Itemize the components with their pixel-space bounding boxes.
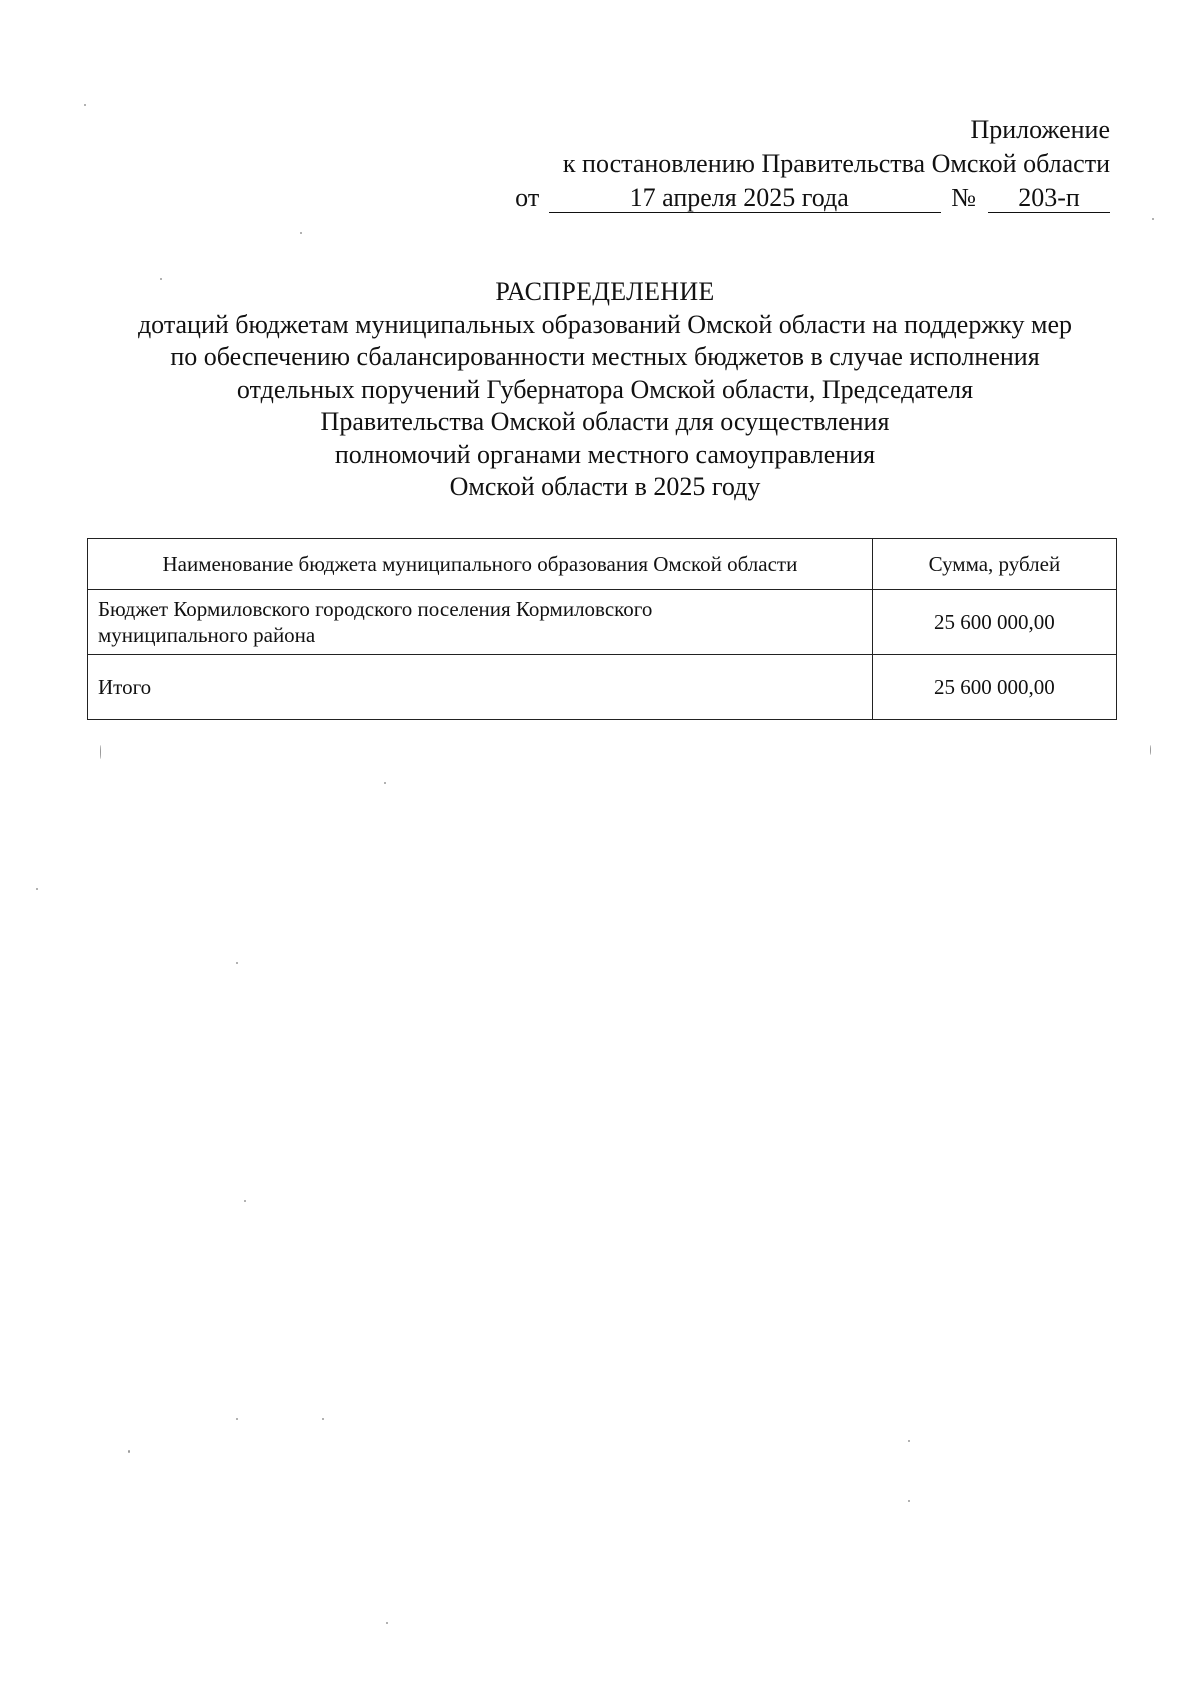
scan-speck <box>908 1440 910 1442</box>
scan-speck <box>36 888 38 890</box>
title-line-6: Омской области в 2025 году <box>449 472 761 501</box>
scan-speck <box>300 232 302 234</box>
total-amount-cell: 25 600 000,00 <box>872 655 1116 720</box>
header-amount: Сумма, рублей <box>872 539 1116 590</box>
budget-name-line-2: муниципального района <box>98 623 316 647</box>
appendix-resolution: к постановлению Правительства Омской области <box>562 149 1110 178</box>
scan-speck <box>100 745 101 759</box>
document-title <box>80 276 1130 504</box>
title-line-3: отдельных поручений Губернатора Омской области, Председателя <box>236 374 974 404</box>
title-line-5: полномочий органами местного самоуправления <box>334 439 876 469</box>
scan-speck <box>84 104 86 106</box>
appendix-date-number <box>490 181 1110 215</box>
total-label-cell: Итого <box>88 655 873 720</box>
scan-speck <box>322 1418 324 1420</box>
date-field <box>549 184 941 213</box>
title-line-1: дотаций бюджетам муниципальных образований Омской области на поддержку мер <box>137 309 1073 339</box>
scan-speck <box>236 962 238 964</box>
appendix-header <box>490 113 1110 215</box>
scan-speck <box>908 1500 910 1502</box>
scan-speck <box>384 782 386 784</box>
number-field <box>988 184 1110 213</box>
table-header-row <box>88 539 1117 590</box>
number-value: 203-п <box>1018 183 1080 212</box>
appendix-label: Приложение <box>970 115 1110 144</box>
scan-speck <box>386 1622 388 1624</box>
distribution-table <box>87 538 1117 720</box>
header-budget-name: Наименование бюджета муниципального образования Омской области <box>88 539 873 590</box>
amount-cell: 25 600 000,00 <box>872 590 1116 655</box>
title-line-4: Правительства Омской области для осуществления <box>320 407 890 436</box>
scan-speck <box>128 1450 130 1453</box>
scan-speck <box>1150 745 1151 755</box>
scan-speck <box>236 1418 238 1420</box>
table-total-row <box>88 655 1117 720</box>
budget-name-line-1: Бюджет Кормиловского городского поселения Кормиловского <box>98 597 653 621</box>
title-heading: РАСПРЕДЕЛЕНИЕ <box>495 277 715 306</box>
scan-speck <box>160 278 162 280</box>
table-row <box>88 590 1117 655</box>
scan-speck <box>244 1200 246 1202</box>
title-line-2: по обеспечению сбалансированности местных бюджетов в случае исполнения <box>170 342 1040 371</box>
budget-name-cell <box>88 590 873 655</box>
number-sign: № <box>951 183 976 212</box>
scan-speck <box>1152 218 1154 220</box>
date-value: 17 апреля 2025 года <box>629 183 849 212</box>
date-prefix: от <box>515 183 540 212</box>
